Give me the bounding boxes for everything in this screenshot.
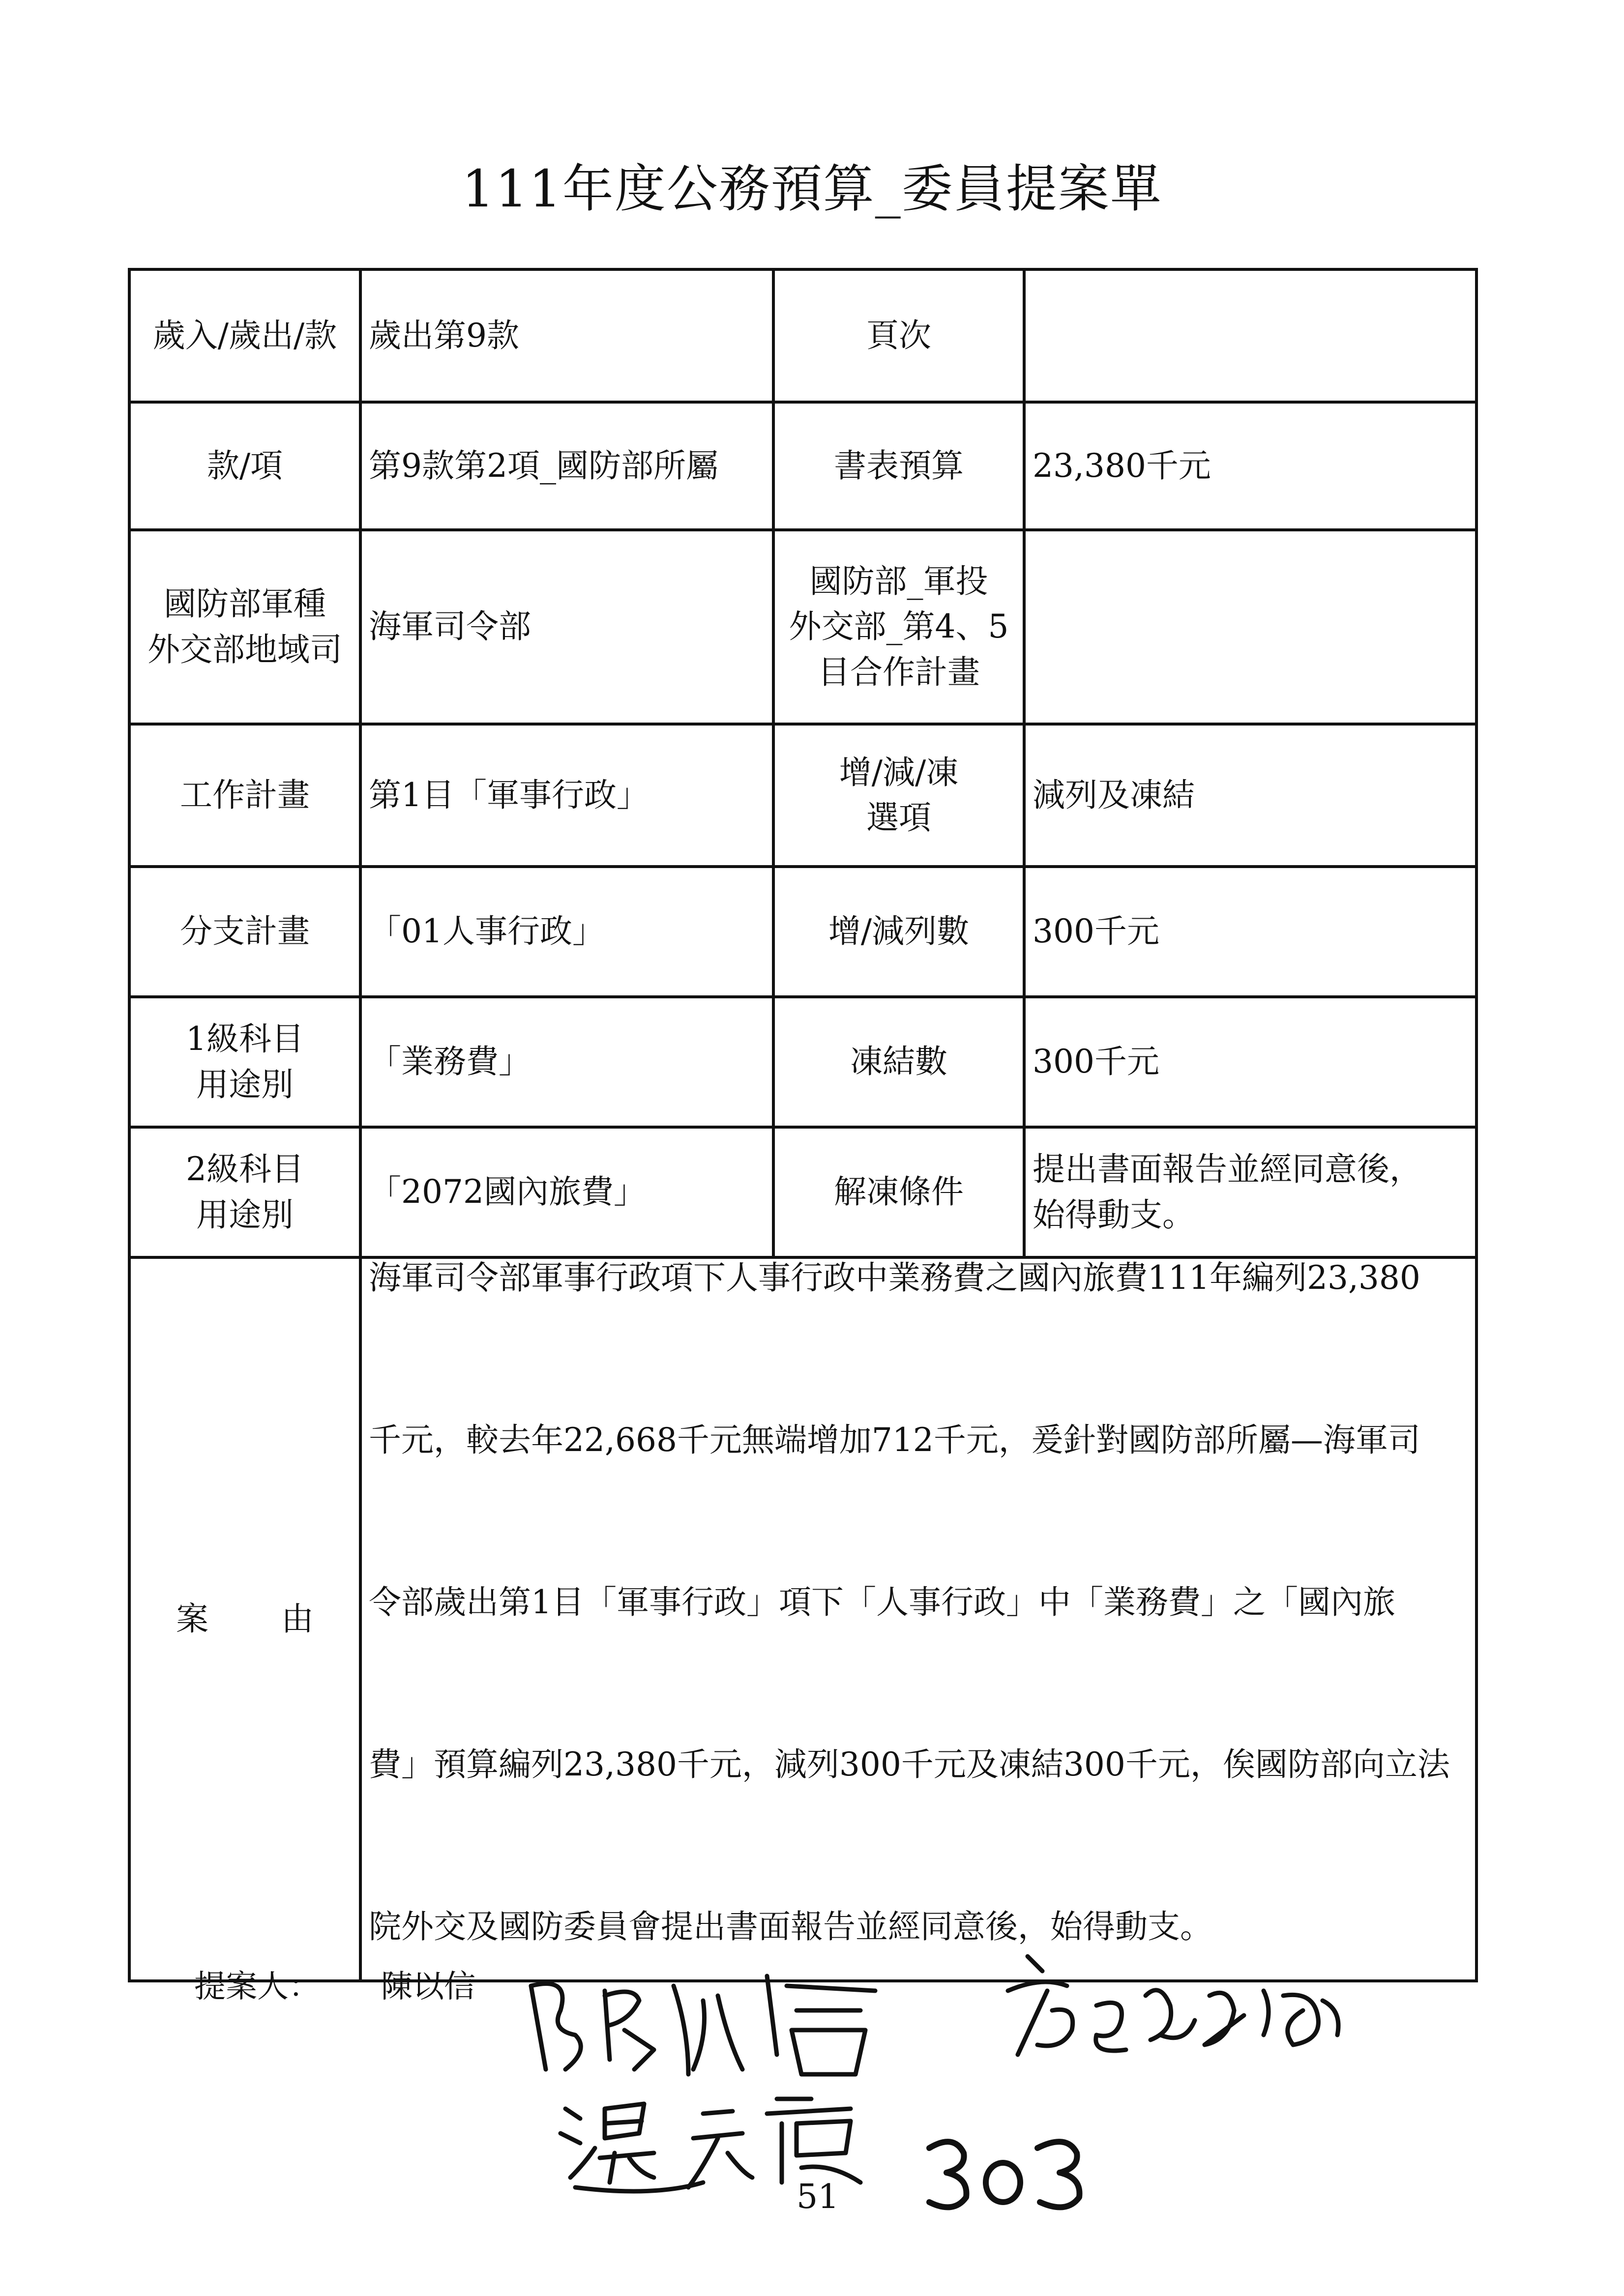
reason-line: 費」預算編列23,380千元，減列300千元及凍結300千元，俟國防部向立法 (369, 1745, 1450, 1783)
form-row (129, 269, 1476, 402)
field-label: 歲入/歲出/款 (129, 269, 360, 402)
field-value: 「業務費」 (360, 997, 773, 1127)
handwritten-signature-2 (998, 1937, 1352, 2064)
field-value: 300千元 (1024, 867, 1476, 997)
field-value (1024, 530, 1476, 724)
form-row (129, 997, 1476, 1127)
document-title: 111年度公務預算_委員提案單 (462, 159, 1162, 219)
field-label: 款/項 (129, 402, 360, 530)
field-value: 「01人事行政」 (360, 867, 773, 997)
field-value: 300千元 (1024, 997, 1476, 1127)
handwritten-signature-1 (511, 1956, 905, 2084)
field-label: 分支計畫 (129, 867, 360, 997)
unfreeze-condition: 提出書面報告並經同意後， 始得動支。 (1033, 1150, 1422, 1234)
proposer-label: 提案人： (194, 1969, 320, 2005)
field-label (773, 724, 1024, 867)
reason-row (129, 1257, 1476, 1981)
proposer-name: 陳以信 (381, 1969, 475, 2005)
reason-line: 令部歲出第1目「軍事行政」項下「人事行政」中「業務費」之「國內旅 (369, 1583, 1395, 1621)
field-value: 海軍司令部 (360, 530, 773, 724)
field-label: 工作計畫 (129, 724, 360, 867)
form-row (129, 402, 1476, 530)
reason-line: 院外交及國防委員會提出書面報告並經同意後，始得動支。 (369, 1908, 1212, 1946)
form-row (129, 867, 1476, 997)
field-value: 第9款第2項_國防部所屬 (360, 402, 773, 530)
field-value: 23,380千元 (1024, 402, 1476, 530)
handwritten-page-stamp (919, 2128, 1096, 2217)
label-line: 增/減/凍 選項 (839, 753, 959, 837)
field-label (129, 997, 360, 1127)
field-label: 書表預算 (773, 402, 1024, 530)
page-number: 51 (797, 2178, 839, 2216)
form-row (129, 1127, 1476, 1257)
field-label: 解凍條件 (773, 1127, 1024, 1257)
label-line: 2級科目 用途別 (186, 1150, 304, 1234)
reason-line: 海軍司令部軍事行政項下人事行政中業務費之國內旅費111年編列23,380 (369, 1259, 1420, 1297)
field-label: 頁次 (773, 269, 1024, 402)
field-value: 「2072國內旅費」 (360, 1127, 773, 1257)
field-label: 凍結數 (773, 997, 1024, 1127)
field-label (129, 530, 360, 724)
field-label (773, 530, 1024, 724)
reason-line: 千元，較去年22,668千元無端增加712千元，爰針對國防部所屬—海軍司 (369, 1421, 1420, 1459)
form-row (129, 530, 1476, 724)
reason-label-text: 案由 (176, 1599, 314, 1638)
reason-label (129, 1257, 360, 1981)
proposal-form-table (128, 268, 1478, 1982)
label-line: 國防部_軍投 外交部_第4、5 目合作計畫 (789, 562, 1009, 691)
field-value: 第1目「軍事行政」 (360, 724, 773, 867)
field-label (129, 1127, 360, 1257)
form-row (129, 724, 1476, 867)
handwritten-signature-3 (556, 2079, 890, 2197)
field-value (1024, 269, 1476, 402)
field-value: 歲出第9款 (360, 269, 773, 402)
label-line: 國防部軍種 外交部地域司 (148, 585, 342, 668)
label-line: 1級科目 用途別 (186, 1020, 304, 1104)
field-value: 減列及凍結 (1024, 724, 1476, 867)
field-label: 增/減列數 (773, 867, 1024, 997)
reason-text (360, 1257, 1476, 1981)
field-value (1024, 1127, 1476, 1257)
